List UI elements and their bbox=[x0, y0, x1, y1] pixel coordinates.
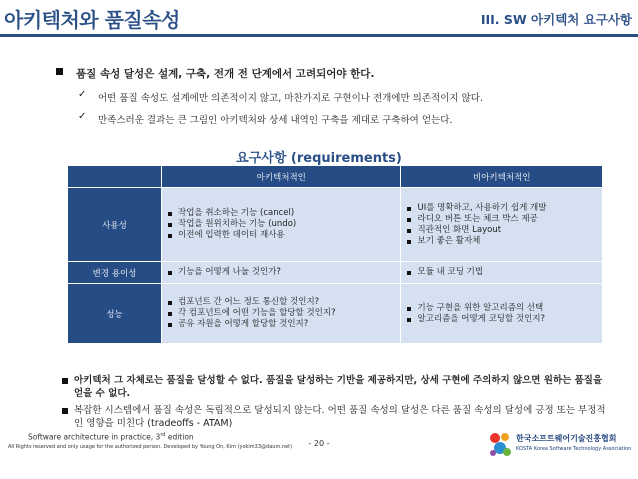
list-item: 라디오 버튼 또는 체크 박스 제공 bbox=[407, 214, 596, 225]
row-header: 변경 용이성 bbox=[68, 262, 162, 284]
checkmark-icon: ✓ bbox=[78, 89, 87, 100]
page-title: 아키텍처와 품질속성 bbox=[4, 8, 180, 32]
column-header-architectural: 아키텍처적인 bbox=[162, 166, 401, 188]
check-item bbox=[56, 112, 626, 126]
table-cell bbox=[162, 188, 401, 262]
row-header: 사용성 bbox=[68, 188, 162, 262]
table-cell bbox=[401, 188, 603, 262]
org-name-english: KOSTA Korea Software Technology Association bbox=[516, 446, 632, 452]
list-item: 공유 자원을 어떻게 할당할 것인지? bbox=[168, 319, 394, 330]
source-text: Software architecture in practice, 3 bbox=[28, 432, 161, 442]
bottom-bullet bbox=[62, 374, 610, 400]
bottom-bullet-text: 복잡한 시스템에서 품질 속성은 독립적으로 달성되지 않는다. 어떤 품질 속성의 달성은 다른 품질 속성의 달성에 긍정 또는 부정적인 영향을 미친다 (tradeoffs - ATAM) bbox=[74, 405, 606, 429]
kosta-logo bbox=[486, 428, 632, 462]
table-cell bbox=[162, 262, 401, 284]
list-item: 보기 좋은 활자체 bbox=[407, 236, 596, 247]
list-item: UI를 명확하고, 사용하기 쉽게 개발 bbox=[407, 203, 596, 214]
list-item: 각 컴포넌트에 어떤 기능을 할당할 것인지? bbox=[168, 308, 394, 319]
section-label: III. SW 아키텍처 요구사항 bbox=[480, 12, 632, 27]
source-superscript: rd bbox=[160, 432, 166, 438]
source-text-end: edition bbox=[165, 432, 194, 442]
row-header: 성능 bbox=[68, 284, 162, 344]
square-bullet-icon bbox=[62, 378, 68, 384]
org-name: 한국소프트웨어기술진흥협회 bbox=[516, 434, 617, 443]
bottom-bullet-text: 아키텍처 그 자체로는 품질을 달성할 수 없다. 품질을 달성하는 기반을 제공하지만, 상세 구현에 주의하지 않으면 원하는 품질을 얻을 수 없다. bbox=[74, 375, 603, 399]
requirements-title: 요구사항 (requirements) bbox=[236, 151, 402, 166]
list-item: 기능을 어떻게 나눌 것인가? bbox=[168, 267, 394, 278]
copyright-notice: All Rights reserved and only usage for the authorized person. Developed by Young On, Kim (yokim33@daum.net) bbox=[8, 444, 293, 450]
square-bullet-icon bbox=[56, 68, 63, 75]
list-item: 모듈 내 코딩 기법 bbox=[407, 267, 596, 278]
main-bullet bbox=[56, 66, 626, 81]
list-item: 작업을 취소하는 기능 (cancel) bbox=[168, 208, 394, 219]
intro-bullets bbox=[56, 66, 626, 134]
table-row bbox=[68, 284, 603, 344]
column-header-non-architectural: 비아키텍처적인 bbox=[401, 166, 603, 188]
title-divider bbox=[0, 34, 638, 37]
checkmark-icon: ✓ bbox=[78, 111, 87, 122]
list-item: 컴포넌트 간 어느 정도 통신할 것인지? bbox=[168, 297, 394, 308]
list-item: 작업을 원위치하는 기능 (undo) bbox=[168, 219, 394, 230]
table-corner bbox=[68, 166, 162, 188]
table-row bbox=[68, 188, 603, 262]
check-item-text: 만족스러운 결과는 큰 그림인 아키텍처와 상세 내역인 구축을 제대로 구축하여 얻는다. bbox=[98, 115, 453, 126]
page-number: - 20 - bbox=[308, 439, 330, 448]
main-bullet-text: 품질 속성 달성은 설계, 구축, 전개 전 단계에서 고려되어야 한다. bbox=[76, 68, 375, 80]
kosta-emblem-icon bbox=[486, 428, 514, 462]
square-bullet-icon bbox=[62, 408, 68, 414]
check-item-text: 어떤 품질 속성도 설계에만 의존적이지 않고, 마찬가지로 구현이나 전개에만 의존적이지 않다. bbox=[98, 93, 483, 104]
list-item: 직관적인 화면 Layout bbox=[407, 225, 596, 236]
bottom-bullet bbox=[62, 404, 610, 430]
requirements-table bbox=[67, 165, 603, 344]
table-cell bbox=[401, 284, 603, 344]
check-item bbox=[56, 90, 626, 104]
list-item: 알고리즘을 어떻게 코딩할 것인지? bbox=[407, 314, 596, 325]
table-cell bbox=[162, 284, 401, 344]
bottom-bullets bbox=[62, 374, 610, 434]
list-item: 기능 구현을 위한 알고리즘의 선택 bbox=[407, 303, 596, 314]
table-cell bbox=[401, 262, 603, 284]
table-row bbox=[68, 262, 603, 284]
list-item: 이전에 입력한 데이터 재사용 bbox=[168, 230, 394, 241]
